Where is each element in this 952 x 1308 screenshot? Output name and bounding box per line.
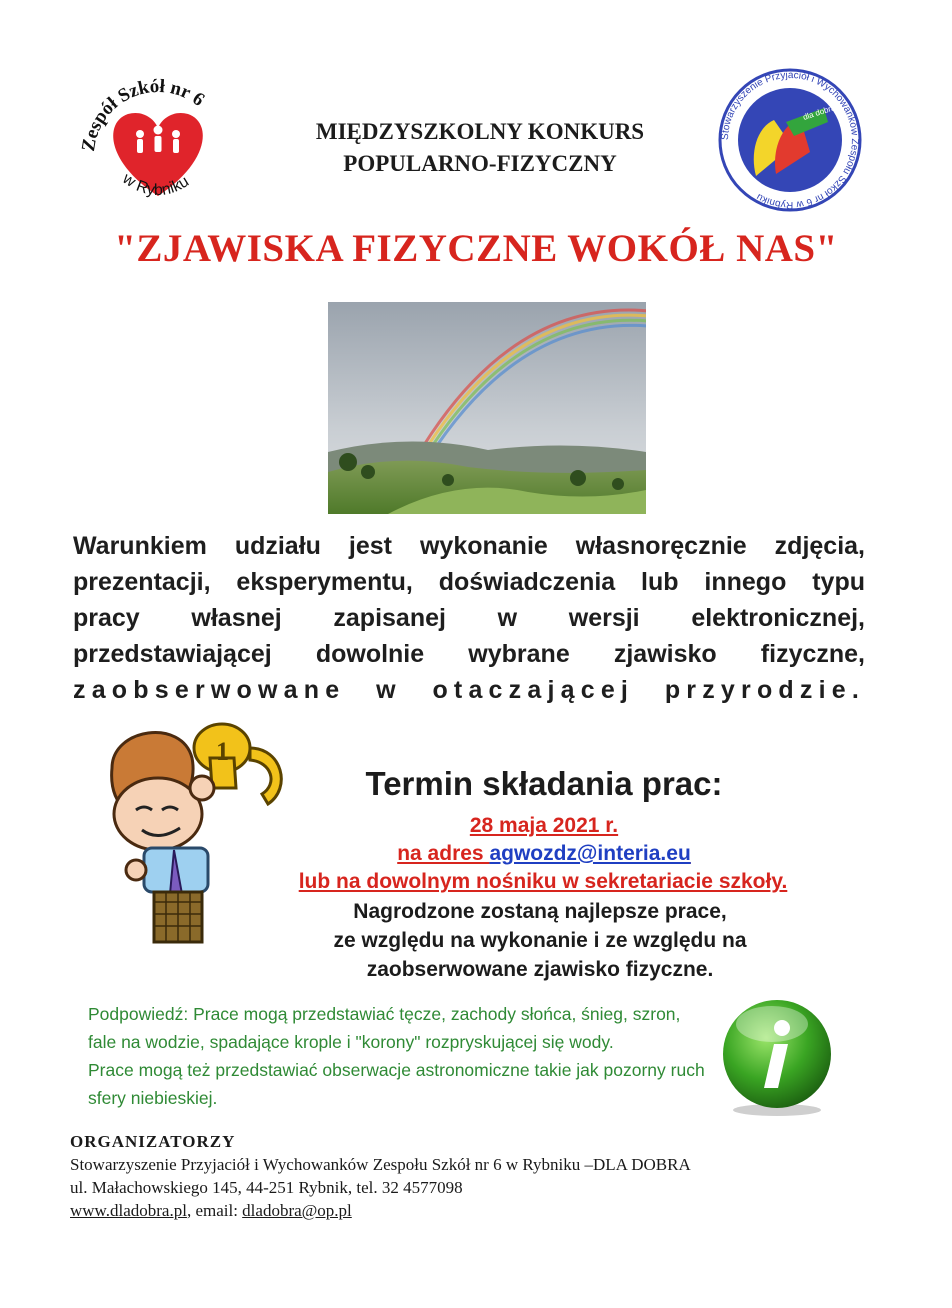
organizers-email-link[interactable]: dladobra@op.pl: [242, 1201, 352, 1220]
rainbow-photo: [328, 302, 646, 514]
svg-text:Stowarzyszenie Przyjaciół i Wy: Stowarzyszenie Przyjaciół i Wychowanków Zespołu Szkół nr 6 w Rybniku: [719, 69, 861, 211]
main-title: "ZJAWISKA FIZYCZNE WOKÓŁ NAS": [114, 227, 838, 270]
condition-line-2: prezentacji, eksperymentu, doświadczenia lub innego typu: [73, 568, 865, 596]
header-line-2: POPULARNO-FIZYCZNY: [343, 151, 617, 176]
website-link[interactable]: www.dladobra.pl: [70, 1201, 187, 1220]
condition-line-1: Warunkiem udziału jest wykonanie własnoręcznie zdjęcia,: [73, 532, 865, 560]
deadline-title: Termin składania prac:: [365, 765, 723, 802]
condition-line-3: pracy własnej zapisanej w wersji elektronicznej,: [73, 604, 865, 632]
header-line-1: MIĘDZYSZKOLNY KONKURS: [315, 119, 645, 144]
hint-line-2: fale na wodzie, spadające krople i "korony" rozpryskującej się wody.: [88, 1032, 614, 1052]
awards-line-1: Nagrodzone zostaną najlepsze prace,: [353, 900, 727, 923]
school-logo: [76, 64, 240, 214]
organizers-line-1: Stowarzyszenie Przyjaciół i Wychowanków Zespołu Szkół nr 6 w Rybniku –DLA DOBRA: [70, 1155, 691, 1174]
organizers-contact: [70, 1199, 890, 1222]
contest-email-link[interactable]: agwozdz@interia.eu: [489, 842, 691, 865]
svg-text:Zespół Szkół nr 6: Zespół Szkół nr 6: [78, 75, 209, 153]
condition-line-4: przedstawiającej dowolnie wybrane zjawisko fizyczne,: [73, 640, 865, 668]
participation-conditions: [73, 528, 865, 708]
info-icon: [716, 996, 838, 1118]
svg-text:w Rybniku: w Rybniku: [119, 170, 193, 200]
hint-text: [88, 1000, 708, 1112]
organizers-title: ORGANIZATORZY: [70, 1132, 236, 1151]
badge-text: dla dobra: [801, 103, 837, 122]
svg-text:1: 1: [216, 737, 229, 766]
hint-line-4: sfery niebieskiej.: [88, 1088, 218, 1108]
hint-line-3: Prace mogą też przedstawiać obserwacje astronomiczne takie jak pozorny ruch: [88, 1060, 705, 1080]
alt-submission: lub na dowolnym nośniku w sekretariacie szkoły.: [298, 870, 788, 893]
submission-address: [296, 842, 792, 866]
association-logo: [716, 66, 864, 214]
deadline-date: 28 maja 2021 r.: [469, 814, 619, 837]
contest-header: [220, 116, 740, 180]
organizers-line-2: ul. Małachowskiego 145, 44-251 Rybnik, tel. 32 4577098: [70, 1178, 463, 1197]
email-label: , email:: [186, 1201, 243, 1220]
condition-line-5: zaobserwowane w otaczającej przyrodzie.: [73, 676, 865, 704]
hint-line-1: Podpowiedź: Prace mogą przedstawiać tęcze, zachody słońca, śnieg, szron,: [88, 1004, 681, 1024]
awards-line-2: ze względu na wykonanie i ze względu na: [333, 929, 747, 952]
organizers: [70, 1130, 890, 1222]
awards-line-3: zaobserwowane zjawisko fizyczne.: [366, 958, 714, 981]
address-prefix: na adres: [397, 842, 490, 865]
